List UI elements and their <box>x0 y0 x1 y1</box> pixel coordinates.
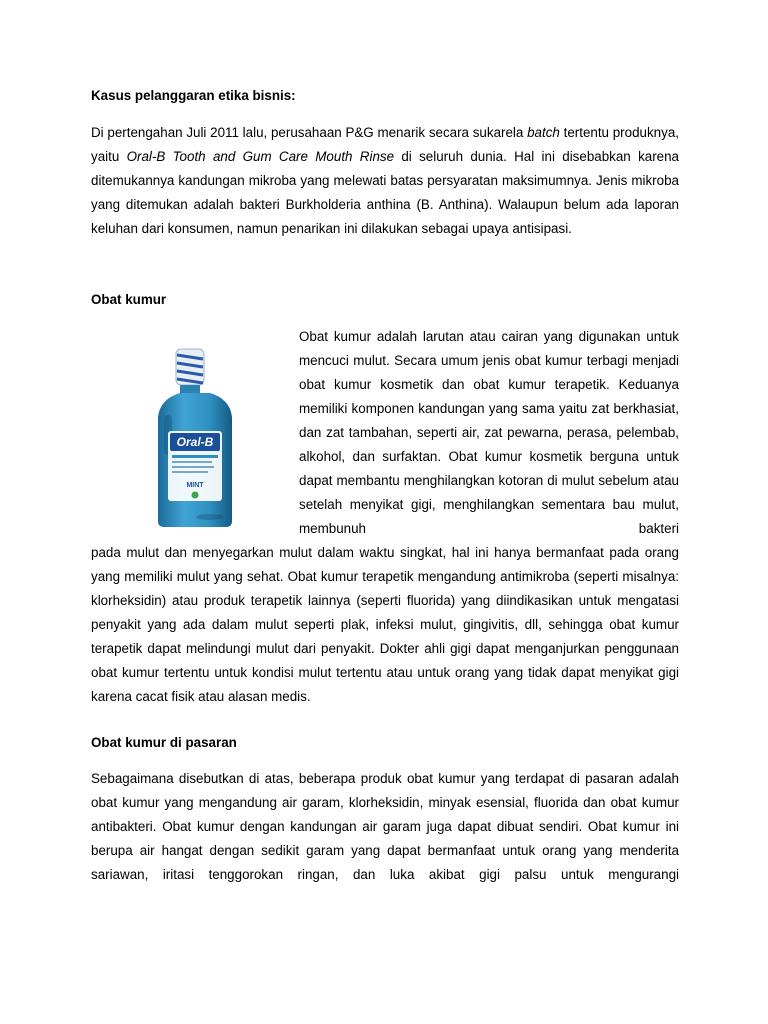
mouthwash-bottle-image <box>150 345 240 530</box>
float-text-block <box>299 325 679 541</box>
heading-mouthwash-market: Obat kumur di pasaran <box>91 735 237 750</box>
heading-case: Kasus pelanggaran etika bisnis: <box>91 88 296 103</box>
text-span: di seluruh dunia. Hal ini disebabkan karena ditemukannya kandungan mikroba yang melewati batas persyaratan maksimumnya. Jenis mikroba yang ditemukan adalah bakteri Burkholderia anthina (B. Anthina). Walaupun belum ada laporan keluhan dari konsumen, namun penarikan ini dilakukan sebagai upaya antisipasi. <box>91 149 680 236</box>
paragraph-mouthwash-market: Sebagaimana disebutkan di atas, beberapa produk obat kumur yang terdapat di pasaran adalah obat kumur yang mengandung air garam, klorheksidin, minyak esensial, fluorida dan obat kumur antibakteri. Obat kumur dengan kandungan air garam juga dapat dibuat sendiri. Obat kumur ini berupa air hangat dengan sedikit garam yang dapat bermanfaat untuk orang yang menderita sariawan, iritasi tenggorokan ringan, dan luka akibat gigi palsu untuk mengurangi <box>91 771 679 882</box>
brand-text: Oral-B <box>176 435 214 449</box>
italic-batch: batch <box>527 125 560 140</box>
heading-mouthwash: Obat kumur <box>91 292 167 307</box>
bottle-illustration <box>150 345 240 530</box>
variant-text: MINT <box>186 482 204 489</box>
italic-product-name: Oral-B Tooth and Gum Care Mouth Rinse <box>126 149 395 164</box>
text-span: Di pertengahan Juli 2011 lalu, perusahaan P&G menarik secara sukarela <box>91 125 528 140</box>
paragraph-mouthwash-intro: Obat kumur adalah larutan atau cairan yang digunakan untuk mencuci mulut. Secara umum jenis obat kumur terbagi menjadi obat kumur kosmetik dan obat kumur terapetik. Keduanya memiliki komponen kandungan yang sama yaitu zat berkhasiat, dan zat tambahan, seperti air, zat pewarna, perasa, pelembab, alkohol, dan surfaktan. Obat kumur kosmetik berguna untuk dapat membantu menghilangkan kotoran di mulut sebelum atau setelah menyikat gigi, menghilangkan sementara bau mulut, membunuh bakteri <box>299 329 679 536</box>
text-span: tertentu produknya, yaitu <box>91 125 679 164</box>
paragraph-mouthwash-continued: pada mulut dan menyegarkan mulut dalam waktu singkat, hal ini hanya bermanfaat pada orang yang memiliki mulut yang sehat. Obat kumur terapetik mengandung antimikroba (seperti misalnya: klorheksidin) atau produk terapetik lainnya (seperti fluorida) yang diindikasikan untuk mengatasi penyakit yang ada dalam mulut seperti plak, infeksi mulut, gingivitis, dll, sehingga obat kumur terapetik dapat melindungi mulut dari penyakit. Dokter ahli gigi dapat menganjurkan penggunaan obat kumur tertentu untuk kondisi mulut tertentu atau untuk orang yang tidak dapat menyikat gigi karena cacat fisik atau alasan medis. <box>91 545 679 704</box>
paragraph-case <box>91 121 679 241</box>
